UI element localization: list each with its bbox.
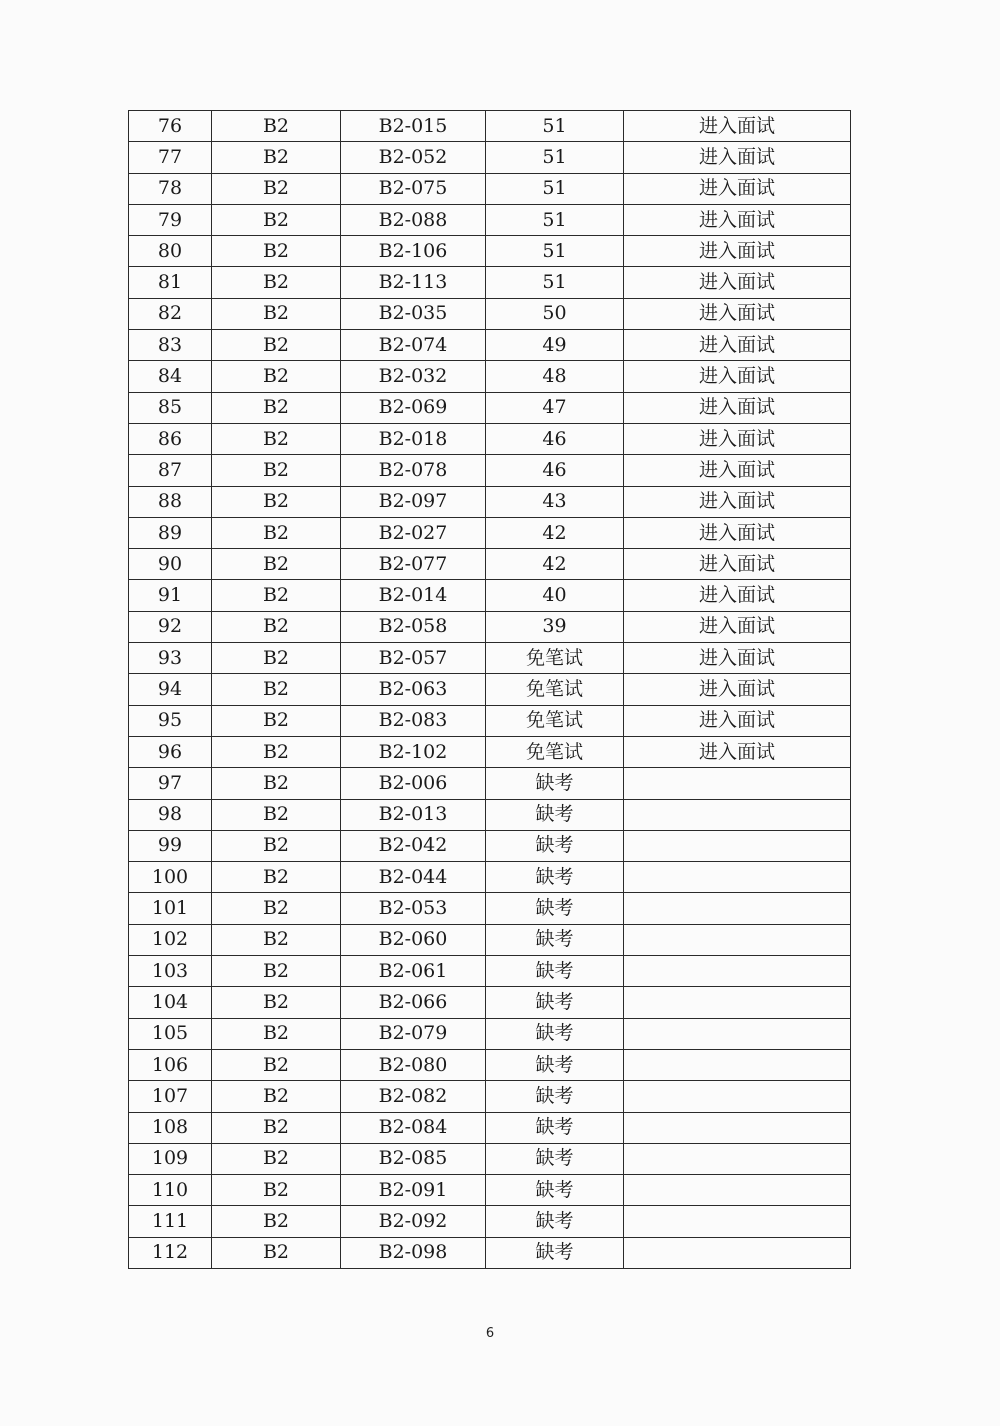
category-cell: B2: [212, 267, 341, 298]
table-row: [129, 1049, 851, 1080]
candidate-id-cell: B2-061: [341, 956, 486, 987]
score-cell: 缺考: [486, 1175, 624, 1206]
candidate-id-cell: B2-058: [341, 611, 486, 642]
table-row: [129, 236, 851, 267]
status-cell: 进入面试: [624, 423, 851, 454]
score-cell: 46: [486, 423, 624, 454]
status-cell: 进入面试: [624, 298, 851, 329]
row-number-cell: 82: [129, 298, 212, 329]
score-cell: 免笔试: [486, 736, 624, 767]
row-number-cell: 84: [129, 361, 212, 392]
score-cell: 42: [486, 517, 624, 548]
category-cell: B2: [212, 643, 341, 674]
candidate-id-cell: B2-066: [341, 987, 486, 1018]
row-number-cell: 93: [129, 643, 212, 674]
status-cell: 进入面试: [624, 330, 851, 361]
category-cell: B2: [212, 1049, 341, 1080]
candidate-id-cell: B2-106: [341, 236, 486, 267]
row-number-cell: 103: [129, 956, 212, 987]
row-number-cell: 85: [129, 392, 212, 423]
row-number-cell: 105: [129, 1018, 212, 1049]
score-cell: 42: [486, 549, 624, 580]
row-number-cell: 101: [129, 893, 212, 924]
row-number-cell: 98: [129, 799, 212, 830]
results-table: [128, 110, 851, 1269]
category-cell: B2: [212, 330, 341, 361]
table-row: [129, 611, 851, 642]
score-cell: 免笔试: [486, 674, 624, 705]
candidate-id-cell: B2-053: [341, 893, 486, 924]
table-row: [129, 361, 851, 392]
table-row: [129, 799, 851, 830]
row-number-cell: 86: [129, 423, 212, 454]
row-number-cell: 79: [129, 204, 212, 235]
candidate-id-cell: B2-075: [341, 173, 486, 204]
score-cell: 43: [486, 486, 624, 517]
row-number-cell: 97: [129, 768, 212, 799]
score-cell: 缺考: [486, 799, 624, 830]
score-cell: 48: [486, 361, 624, 392]
score-cell: 46: [486, 455, 624, 486]
category-cell: B2: [212, 1237, 341, 1268]
row-number-cell: 110: [129, 1175, 212, 1206]
status-cell: 进入面试: [624, 236, 851, 267]
category-cell: B2: [212, 830, 341, 861]
candidate-id-cell: B2-092: [341, 1206, 486, 1237]
category-cell: B2: [212, 423, 341, 454]
status-cell: 进入面试: [624, 580, 851, 611]
score-cell: 51: [486, 142, 624, 173]
row-number-cell: 92: [129, 611, 212, 642]
candidate-id-cell: B2-044: [341, 862, 486, 893]
category-cell: B2: [212, 987, 341, 1018]
table-row: [129, 423, 851, 454]
candidate-id-cell: B2-013: [341, 799, 486, 830]
row-number-cell: 107: [129, 1081, 212, 1112]
table-row: [129, 924, 851, 955]
category-cell: B2: [212, 893, 341, 924]
status-cell: 进入面试: [624, 517, 851, 548]
status-cell: 进入面试: [624, 736, 851, 767]
score-cell: 缺考: [486, 830, 624, 861]
candidate-id-cell: B2-077: [341, 549, 486, 580]
table-row: [129, 549, 851, 580]
table-row: [129, 486, 851, 517]
status-cell: 进入面试: [624, 173, 851, 204]
status-cell: [624, 768, 851, 799]
table-row: [129, 111, 851, 142]
candidate-id-cell: B2-015: [341, 111, 486, 142]
row-number-cell: 109: [129, 1143, 212, 1174]
candidate-id-cell: B2-085: [341, 1143, 486, 1174]
row-number-cell: 102: [129, 924, 212, 955]
score-cell: 47: [486, 392, 624, 423]
status-cell: [624, 1175, 851, 1206]
row-number-cell: 112: [129, 1237, 212, 1268]
row-number-cell: 80: [129, 236, 212, 267]
table-row: [129, 142, 851, 173]
status-cell: [624, 1112, 851, 1143]
category-cell: B2: [212, 392, 341, 423]
table-row: [129, 956, 851, 987]
candidate-id-cell: B2-027: [341, 517, 486, 548]
status-cell: 进入面试: [624, 486, 851, 517]
status-cell: 进入面试: [624, 204, 851, 235]
score-cell: 缺考: [486, 1206, 624, 1237]
candidate-id-cell: B2-060: [341, 924, 486, 955]
status-cell: 进入面试: [624, 361, 851, 392]
status-cell: 进入面试: [624, 455, 851, 486]
table-row: [129, 330, 851, 361]
category-cell: B2: [212, 924, 341, 955]
candidate-id-cell: B2-069: [341, 392, 486, 423]
table-row: [129, 1143, 851, 1174]
candidate-id-cell: B2-042: [341, 830, 486, 861]
score-cell: 缺考: [486, 1081, 624, 1112]
candidate-id-cell: B2-088: [341, 204, 486, 235]
candidate-id-cell: B2-113: [341, 267, 486, 298]
status-cell: [624, 1081, 851, 1112]
row-number-cell: 94: [129, 674, 212, 705]
category-cell: B2: [212, 142, 341, 173]
score-cell: 51: [486, 236, 624, 267]
score-cell: 51: [486, 267, 624, 298]
category-cell: B2: [212, 768, 341, 799]
status-cell: [624, 924, 851, 955]
status-cell: [624, 799, 851, 830]
row-number-cell: 100: [129, 862, 212, 893]
score-cell: 缺考: [486, 1049, 624, 1080]
table-row: [129, 1081, 851, 1112]
table-row: [129, 298, 851, 329]
score-cell: 缺考: [486, 893, 624, 924]
status-cell: 进入面试: [624, 549, 851, 580]
category-cell: B2: [212, 736, 341, 767]
row-number-cell: 76: [129, 111, 212, 142]
status-cell: [624, 1237, 851, 1268]
candidate-id-cell: B2-057: [341, 643, 486, 674]
candidate-id-cell: B2-098: [341, 1237, 486, 1268]
candidate-id-cell: B2-091: [341, 1175, 486, 1206]
category-cell: B2: [212, 486, 341, 517]
status-cell: 进入面试: [624, 267, 851, 298]
category-cell: B2: [212, 611, 341, 642]
candidate-id-cell: B2-006: [341, 768, 486, 799]
table-row: [129, 736, 851, 767]
category-cell: B2: [212, 204, 341, 235]
table-row: [129, 987, 851, 1018]
row-number-cell: 111: [129, 1206, 212, 1237]
row-number-cell: 99: [129, 830, 212, 861]
score-cell: 缺考: [486, 1143, 624, 1174]
table-row: [129, 392, 851, 423]
table-row: [129, 204, 851, 235]
status-cell: 进入面试: [624, 111, 851, 142]
row-number-cell: 106: [129, 1049, 212, 1080]
score-cell: 缺考: [486, 987, 624, 1018]
table-row: [129, 893, 851, 924]
status-cell: [624, 1018, 851, 1049]
category-cell: B2: [212, 549, 341, 580]
score-cell: 39: [486, 611, 624, 642]
category-cell: B2: [212, 298, 341, 329]
candidate-id-cell: B2-032: [341, 361, 486, 392]
score-cell: 缺考: [486, 956, 624, 987]
row-number-cell: 77: [129, 142, 212, 173]
table-row: [129, 517, 851, 548]
candidate-id-cell: B2-063: [341, 674, 486, 705]
score-cell: 49: [486, 330, 624, 361]
candidate-id-cell: B2-097: [341, 486, 486, 517]
page-number: 6: [485, 1326, 495, 1341]
score-cell: 缺考: [486, 924, 624, 955]
row-number-cell: 96: [129, 736, 212, 767]
score-cell: 40: [486, 580, 624, 611]
category-cell: B2: [212, 236, 341, 267]
candidate-id-cell: B2-078: [341, 455, 486, 486]
table-row: [129, 580, 851, 611]
status-cell: [624, 1143, 851, 1174]
status-cell: 进入面试: [624, 674, 851, 705]
category-cell: B2: [212, 674, 341, 705]
table-row: [129, 1237, 851, 1268]
status-cell: 进入面试: [624, 142, 851, 173]
table-row: [129, 455, 851, 486]
category-cell: B2: [212, 517, 341, 548]
category-cell: B2: [212, 1175, 341, 1206]
table-row: [129, 267, 851, 298]
row-number-cell: 78: [129, 173, 212, 204]
category-cell: B2: [212, 111, 341, 142]
results-table-body: [129, 111, 851, 1269]
row-number-cell: 91: [129, 580, 212, 611]
category-cell: B2: [212, 862, 341, 893]
status-cell: [624, 893, 851, 924]
score-cell: 缺考: [486, 1112, 624, 1143]
category-cell: B2: [212, 361, 341, 392]
row-number-cell: 89: [129, 517, 212, 548]
row-number-cell: 95: [129, 705, 212, 736]
score-cell: 免笔试: [486, 705, 624, 736]
category-cell: B2: [212, 173, 341, 204]
table-row: [129, 643, 851, 674]
candidate-id-cell: B2-014: [341, 580, 486, 611]
candidate-id-cell: B2-035: [341, 298, 486, 329]
table-row: [129, 830, 851, 861]
table-row: [129, 1112, 851, 1143]
candidate-id-cell: B2-074: [341, 330, 486, 361]
row-number-cell: 104: [129, 987, 212, 1018]
candidate-id-cell: B2-082: [341, 1081, 486, 1112]
table-row: [129, 768, 851, 799]
score-cell: 缺考: [486, 768, 624, 799]
row-number-cell: 81: [129, 267, 212, 298]
candidate-id-cell: B2-102: [341, 736, 486, 767]
table-row: [129, 674, 851, 705]
score-cell: 51: [486, 204, 624, 235]
score-cell: 51: [486, 111, 624, 142]
status-cell: [624, 1049, 851, 1080]
category-cell: B2: [212, 1081, 341, 1112]
row-number-cell: 83: [129, 330, 212, 361]
score-cell: 缺考: [486, 862, 624, 893]
category-cell: B2: [212, 956, 341, 987]
score-cell: 50: [486, 298, 624, 329]
status-cell: 进入面试: [624, 643, 851, 674]
score-cell: 缺考: [486, 1018, 624, 1049]
category-cell: B2: [212, 1018, 341, 1049]
row-number-cell: 108: [129, 1112, 212, 1143]
candidate-id-cell: B2-084: [341, 1112, 486, 1143]
status-cell: [624, 1206, 851, 1237]
table-row: [129, 173, 851, 204]
status-cell: 进入面试: [624, 705, 851, 736]
category-cell: B2: [212, 455, 341, 486]
category-cell: B2: [212, 705, 341, 736]
status-cell: 进入面试: [624, 611, 851, 642]
table-row: [129, 705, 851, 736]
category-cell: B2: [212, 1112, 341, 1143]
table-row: [129, 1018, 851, 1049]
table-row: [129, 862, 851, 893]
candidate-id-cell: B2-018: [341, 423, 486, 454]
row-number-cell: 88: [129, 486, 212, 517]
status-cell: [624, 956, 851, 987]
score-cell: 51: [486, 173, 624, 204]
category-cell: B2: [212, 799, 341, 830]
status-cell: 进入面试: [624, 392, 851, 423]
candidate-id-cell: B2-079: [341, 1018, 486, 1049]
row-number-cell: 87: [129, 455, 212, 486]
status-cell: [624, 987, 851, 1018]
category-cell: B2: [212, 1206, 341, 1237]
status-cell: [624, 830, 851, 861]
score-cell: 免笔试: [486, 643, 624, 674]
candidate-id-cell: B2-080: [341, 1049, 486, 1080]
row-number-cell: 90: [129, 549, 212, 580]
score-cell: 缺考: [486, 1237, 624, 1268]
category-cell: B2: [212, 1143, 341, 1174]
candidate-id-cell: B2-083: [341, 705, 486, 736]
category-cell: B2: [212, 580, 341, 611]
status-cell: [624, 862, 851, 893]
table-row: [129, 1206, 851, 1237]
table-row: [129, 1175, 851, 1206]
candidate-id-cell: B2-052: [341, 142, 486, 173]
